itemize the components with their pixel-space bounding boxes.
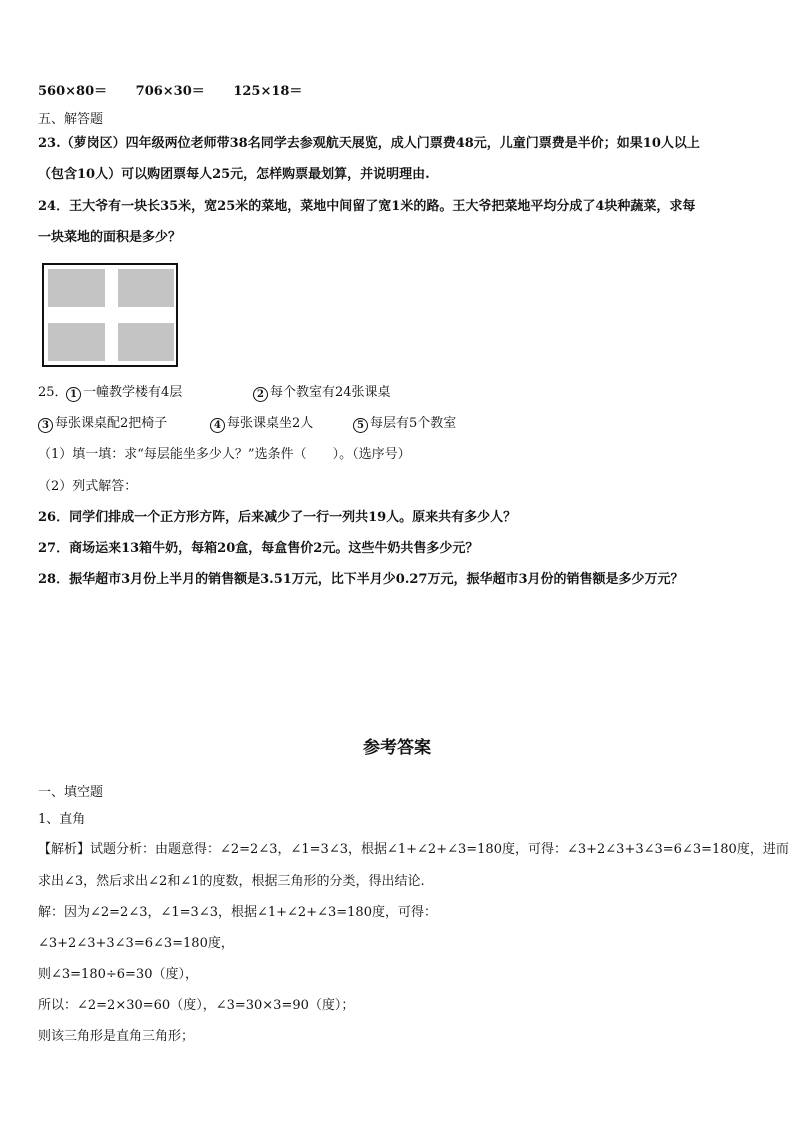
vegetable-garden-diagram (42, 263, 178, 367)
analysis-line: 求出∠3，然后求出∠2和∠1的度数，根据三角形的分类，得出结论. (38, 874, 425, 889)
garden-plot (118, 269, 174, 307)
condition-text: 每张课桌坐2人 (227, 416, 314, 431)
solution-line: 解：因为∠2=2∠3，∠1=3∠3，根据∠1+∠2+∠3=180度，可得： (38, 905, 437, 920)
condition-text: 每层有5个教室 (370, 416, 457, 431)
solution-line: 则∠3=180÷6=30（度）， (38, 967, 198, 982)
garden-plot (48, 323, 105, 361)
analysis-line: 【解析】试题分析：由题意得：∠2=2∠3，∠1=3∠3，根据∠1+∠2+∠3=180度，可得：∠3+2∠3+3∠3=6∠3=180度，进而 (38, 842, 789, 857)
circled-number: 3 (38, 418, 53, 433)
condition-text: 每个教室有24张课桌 (270, 385, 391, 400)
condition-5 (353, 415, 456, 433)
circled-number: 5 (353, 418, 368, 433)
condition-4 (210, 415, 313, 433)
condition-3 (38, 415, 167, 433)
calc-item: 560×80＝ (38, 84, 108, 99)
question-28: 28．振华超市3月份上半月的销售额是3.51万元，比下半月少0.27万元，振华超市3月份的销售额是多少万元？ (38, 572, 684, 587)
garden-plot (118, 323, 174, 361)
question-25-number: 25． (38, 385, 68, 400)
calc-item: 706×30＝ (135, 84, 205, 99)
calc-row (38, 83, 326, 101)
question-25-part2: （2）列式解答： (38, 479, 138, 494)
answers-title: 参考答案 (363, 738, 431, 758)
calc-item: 125×18＝ (233, 84, 303, 99)
section-heading: 五、解答题 (38, 112, 104, 127)
garden-plot (48, 269, 105, 307)
question-23-cont: （包含10人）可以购团票每人25元，怎样购票最划算，并说明理由. (38, 167, 430, 182)
circled-number: 2 (253, 387, 268, 402)
question-24-cont: 一块菜地的面积是多少？ (38, 230, 182, 245)
condition-text: 一幢教学楼有4层 (83, 385, 183, 400)
solution-line: ∠3+2∠3+3∠3=6∠3=180度， (38, 936, 234, 951)
question-27: 27．商场运来13箱牛奶，每箱20盒，每盒售价2元。这些牛奶共售多少元？ (38, 541, 479, 556)
circled-number: 1 (66, 387, 81, 402)
question-25-part1: （1）填一填：求“每层能坐多少人？”选条件（ ）。（选序号） (38, 447, 411, 462)
answers-section-heading: 一、填空题 (38, 785, 104, 800)
question-23: 23.（萝岗区）四年级两位老师带38名同学去参观航天展览，成人门票费48元，儿童门票费是半价；如果10人以上 (38, 136, 700, 151)
circled-number: 4 (210, 418, 225, 433)
condition-1 (66, 384, 182, 402)
answer-1: 1、直角 (38, 812, 86, 827)
question-26: 26．同学们排成一个正方形方阵，后来减少了一行一列共19人。原来共有多少人？ (38, 510, 517, 525)
condition-text: 每张课桌配2把椅子 (55, 416, 168, 431)
solution-line: 则该三角形是直角三角形； (38, 1029, 195, 1044)
solution-line: 所以：∠2=2×30=60（度），∠3=30×3=90（度）； (38, 998, 355, 1013)
condition-2 (253, 384, 391, 402)
question-24: 24．王大爷有一块长35米，宽25米的菜地，菜地中间留了宽1米的路。王大爷把菜地平均分成了4块种蔬菜，求每 (38, 199, 696, 214)
